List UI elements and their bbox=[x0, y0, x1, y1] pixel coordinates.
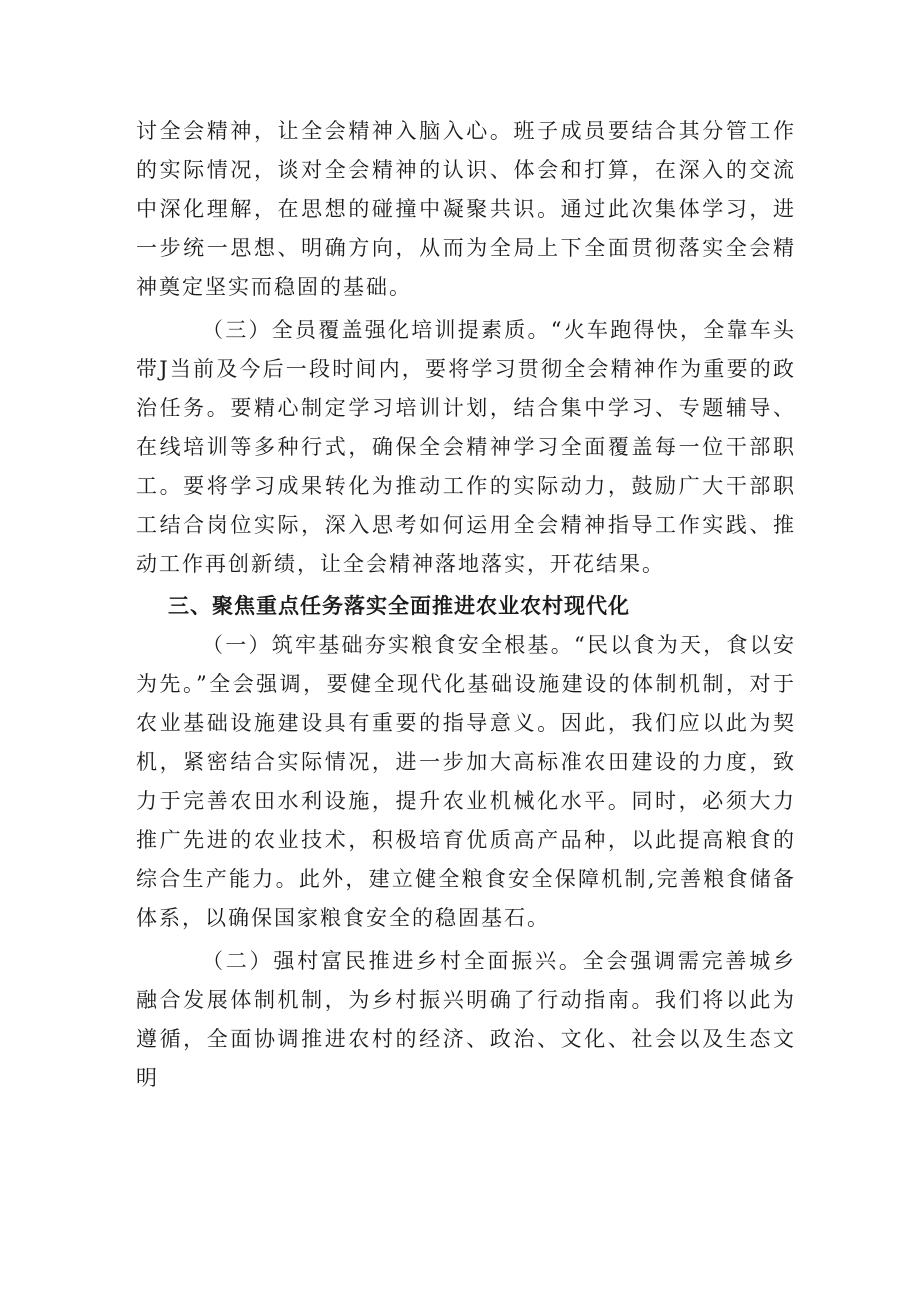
paragraph-section-3-training: （三）全员覆盖强化培训提素质。“火车跑得快，全靠车头带J当前及今后一段时间内，要将学习贯彻全会精神作为重要的政治任务。要精心制定学习培训计划，结合集中学习、专题辅导、在线培训等多种行式，确保全会精神学习全面覆盖每一位干部职工。要将学习成果转化为推动工作的实际动力，鼓励广大干部职工结合岗位实际，深入思考如何运用全会精神指导工作实践、推动工作再创新绩，让全会精神落地落实，开花结果。 bbox=[136, 318, 796, 576]
document-body bbox=[136, 112, 796, 1098]
paragraph-continued: 讨全会精神，让全会精神入脑入心。班子成员要结合其分管工作的实际情况，谈对全会精神的认识、体会和打算，在深入的交流中深化理解，在思想的碰撞中凝聚共识。通过此次集体学习，进一步统一思想、明确方向，从而为全局上下全面贯彻落实全会精神奠定坚实而稳固的基础。 bbox=[136, 119, 796, 299]
section-heading-3: 三、聚焦重点任务落实全面推进农业农村现代化 bbox=[168, 594, 630, 618]
paragraph-grain-security: （一）筑牢基础夯实粮食安全根基。“民以食为天，食以安为先。”全会强调，要健全现代化基础设施建设的体制机制，对于农业基础设施建设具有重要的指导意义。因此，我们应以此为契机，紧密结合实际情况，进一步加大高标准农田建设的力度，致力于完善农田水利设施，提升农业机械化水平。同时，必须大力推广先进的农业技术，积极培育优质高产品种，以此提高粮食的综合生产能力。此外，建立健全粮食安全保障机制,完善粮食储备体系，以确保国家粮食安全的稳固基石。 bbox=[136, 633, 796, 930]
paragraph-rural-revitalization: （二）强村富民推进乡村全面振兴。全会强调需完善城乡融合发展体制机制，为乡村振兴明确了行动指南。我们将以此为遵循，全面协调推进农村的经济、政治、文化、社会以及生态文明 bbox=[136, 949, 796, 1090]
